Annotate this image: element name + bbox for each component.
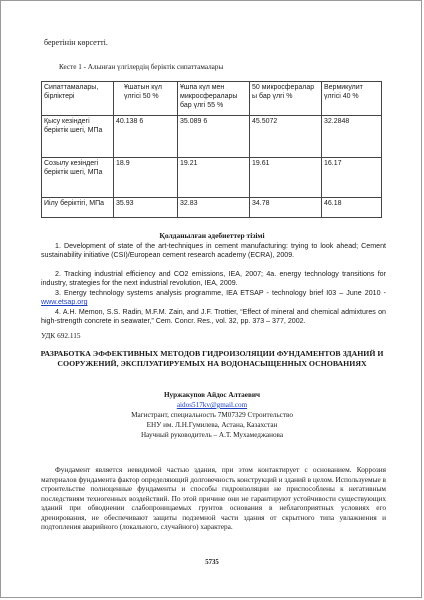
table-cell: 18.9 (114, 158, 178, 198)
table-cell: Созылу кезіндегі беріктік шегі, МПа (42, 158, 114, 198)
table-caption: Кесте 1 - Алынған үлгілердің беріктік сипаттамалары (59, 63, 224, 71)
table-header-cell: Сипаттамалары, бірліктері (42, 82, 114, 116)
table-header-cell: Ұшпа күл мен микросфералары бар үлгі 55 % (178, 82, 250, 116)
table-header-row (42, 82, 382, 116)
table-cell: 40.138 6 (114, 116, 178, 158)
author-supervisor: Научный руководитель – А.Т. Мухамеджанова (140, 431, 284, 439)
page-number: 5735 (205, 559, 219, 566)
table-row (42, 116, 382, 158)
table-cell: Иілу беріктігі, МПа (42, 198, 114, 218)
table-header-cell: Ұшатын күл үлгісі 50 % (114, 82, 178, 116)
table-header-cell: 50 микросфералар ы бар үлгі % (250, 82, 322, 116)
author-name: Нуржакупов Айдос Алтаевич (163, 391, 261, 399)
table-cell: Қысу кезіндегі беріктік шегі, МПа (42, 116, 114, 158)
author-affiliation: ЕНУ им. Л.Н.Гумилева, Астана, Казахстан (146, 421, 278, 429)
reference-item: 1. Development of state of the art-techniques in cement manufacturing: trying to look ahead; Cement sustainability initiative (CSI)/European cement research academy (ECRA), 2009. (41, 242, 386, 259)
table-cell: 32.83 (178, 198, 250, 218)
reference-item: 2. Tracking industrial efficiency and CO2 emissions, IEA, 2007; 4a. energy technology transitions for industry, strategies for the next industrial revolution, IEA, 2009. (41, 270, 386, 287)
properties-table (41, 81, 382, 218)
table-cell: 35.93 (114, 198, 178, 218)
reference-link[interactable]: www.etsap.org (41, 298, 88, 306)
table-cell: 45.5072 (250, 116, 322, 158)
table-cell: 46.18 (322, 198, 382, 218)
table-cell: 35.089 6 (178, 116, 250, 158)
table-cell: 32.2848 (322, 116, 382, 158)
udc-code: УДК 692.115 (41, 331, 81, 340)
table-row (42, 158, 382, 198)
table-cell: 19.21 (178, 158, 250, 198)
reference-text: 3. Energy technology systems analysis programme, IEA ETSAP - technology brief I03 – June 2010 - (55, 289, 386, 297)
author-email[interactable]: aidos517kv@gmail.com (176, 401, 248, 409)
table-cell: 19.61 (250, 158, 322, 198)
table-header-cell: Вермикулит үлгісі 40 % (322, 82, 382, 116)
reference-item (41, 289, 386, 307)
reference-item: 4. A.H. Memon, S.S. Radin, M.F.M. Zain, and J.F. Trottier, “Effect of mineral and chemical admixtures on high-strength concrete in seawater,” Cem. Concr. Res., vol. 32, pp. 373 – 377, 2002. (41, 308, 386, 325)
body-paragraph: Фундамент является невидимой частью здания, при этом контактирует с основанием. Коррозия материалов фундамента фактор определяющий долговечность конструкций и зданий в целом. Используемые в строительстве полноценные фундаменты и способы гидроизоляции не приспособлены к негативным последствиям техногенных воздействий. По этой причине они не гарантируют устойчивости существующих зданий при обводнении слабопроницаемых грунтов основания в неблагоприятных условиях его дренирования, не обеспечивают защиты подземной части здания от скрытного типа увлажнения и подтопления аварийного (локального, случайного) характера. (41, 465, 386, 531)
author-position: Магистрант, специальность 7M07329 Строительство (131, 411, 293, 419)
references-title: Қолданылған әдебиеттер тізімі (159, 231, 265, 240)
table-row (42, 198, 382, 218)
table-cell: 16.17 (322, 158, 382, 198)
article-title: РАЗРАБОТКА ЭФФЕКТИВНЫХ МЕТОДОВ ГИДРОИЗОЛЯЦИИ ФУНДАМЕНТОВ ЗДАНИЙ И СООРУЖЕНИЙ, ЭКСПЛУАТИРУЕМЫХ НА ВОДОНАСЫЩЕННЫХ ОСНОВАНИЯХ (40, 349, 384, 368)
table-cell: 34.78 (250, 198, 322, 218)
author-email-wrap (1, 400, 423, 410)
intro-line: беретінін көрсетті. (44, 38, 108, 47)
